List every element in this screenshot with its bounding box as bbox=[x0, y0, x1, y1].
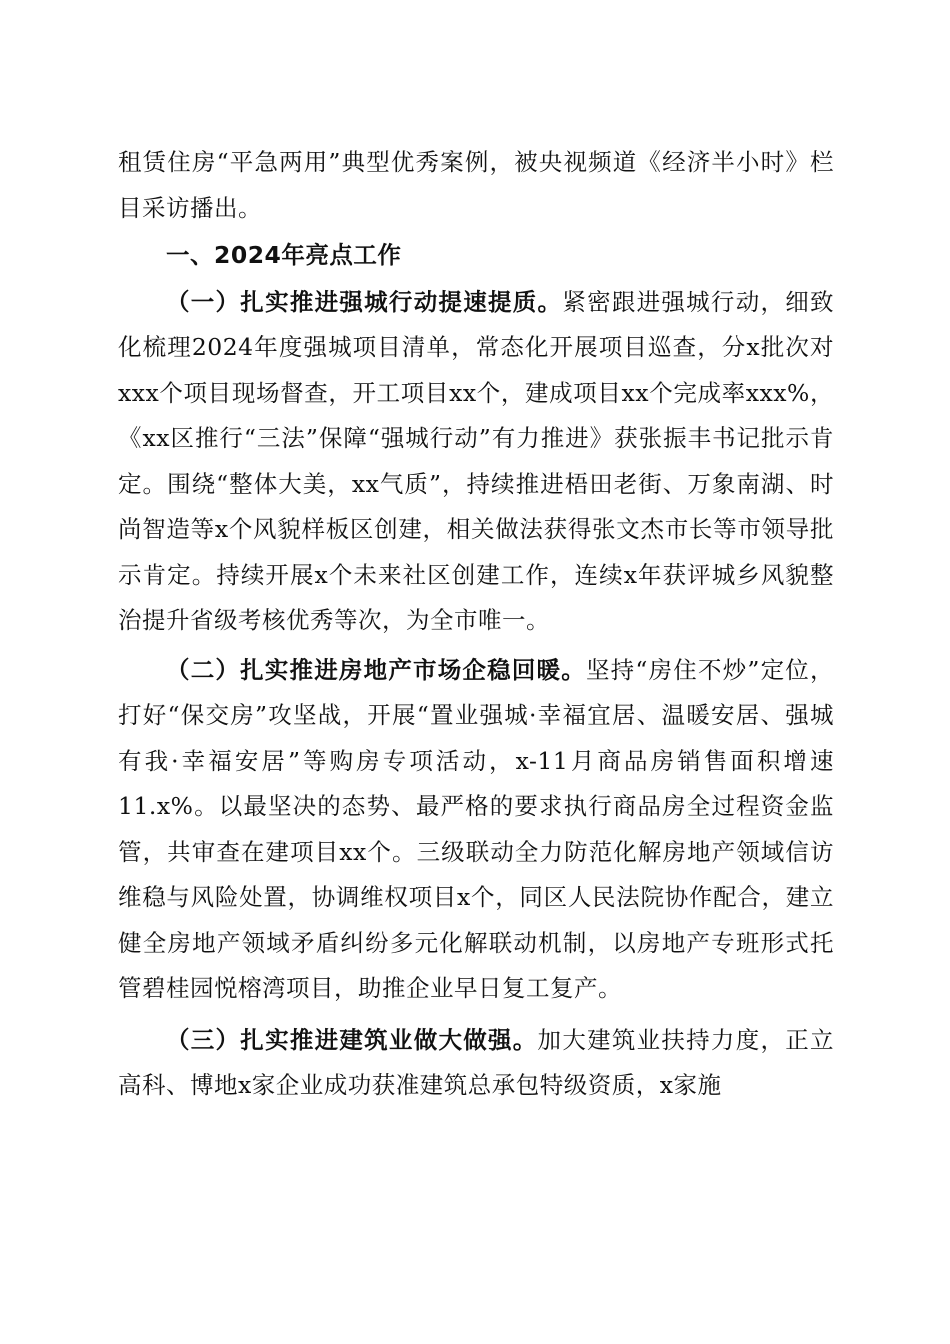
section-heading: 一、2024年亮点工作 bbox=[166, 241, 402, 269]
document-page bbox=[118, 140, 834, 1109]
section-2-paragraph bbox=[118, 648, 834, 1012]
section-2-body: 坚持“房住不炒”定位，打好“保交房”攻坚战，开展“置业强城·幸福宜居、温暖安居、强城有我·幸福安居”等购房专项活动，x-11月商品房销售面积增速11.x%。以最坚决的态势、最严格的要求执行商品房全过程资金监管，共审查在建项目xx个。三级联动全力防范化解房地产领域信访维稳与风险处置，协调维权项目x个，同区人民法院协作配合，建立健全房地产领域矛盾纠纷多元化解联动机制，以房地产专班形式托管碧桂园悦榕湾项目，助推企业早日复工复产。 bbox=[118, 655, 835, 1002]
section-3-body: 加大建筑业扶持力度，正立高科、博地x家企业成功获准建筑总承包特级资质，x家施 bbox=[118, 1025, 835, 1099]
intro-paragraph: 租赁住房“平急两用”典型优秀案例，被央视频道《经济半小时》栏目采访播出。 bbox=[118, 148, 834, 222]
section-1-subtitle: （一）扎实推进强城行动提速提质。 bbox=[166, 287, 563, 316]
section-3-subtitle: （三）扎实推进建筑业做大做强。 bbox=[166, 1025, 538, 1054]
section-3-paragraph bbox=[118, 1018, 834, 1109]
section-1-body: 紧密跟进强城行动，细致化梳理2024年度强城项目清单，常态化开展项目巡查，分x批次对xxx个项目现场督查，开工项目xx个，建成项目xx个完成率xxx%，《xx区推行“三法”保障“强城行动”有力推进》获张振丰书记批示肯定。围绕“整体大美，xx气质”，持续推进梧田老街、万象南湖、时尚智造等x个风貌样板区创建，相关做法获得张文杰市长等市领导批示肯定。持续开展x个未来社区创建工作，连续x年获评城乡风貌整治提升省级考核优秀等次，为全市唯一。 bbox=[118, 287, 835, 634]
section-1-paragraph bbox=[118, 280, 834, 644]
section-2-subtitle: （二）扎实推进房地产市场企稳回暖。 bbox=[166, 655, 586, 684]
